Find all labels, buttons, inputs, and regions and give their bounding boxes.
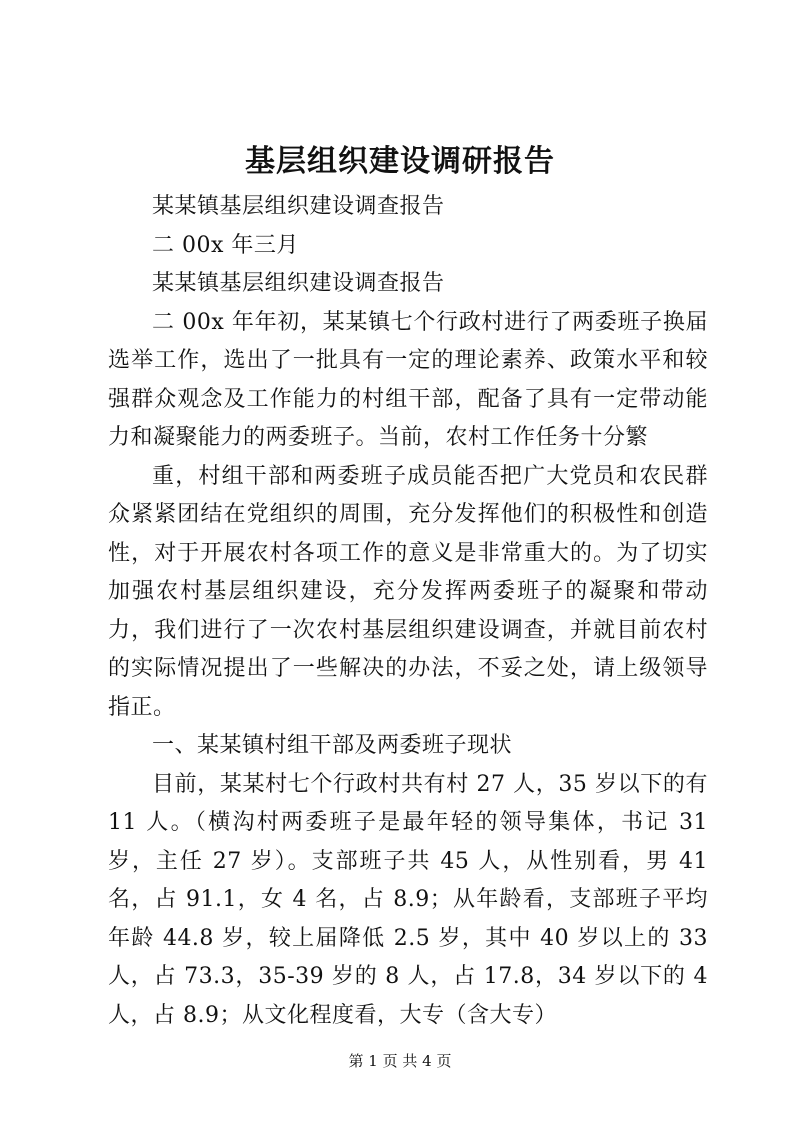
paragraph-body: 目前，某某村七个行政村共有村 27 人，35 岁以下的有 11 人。（横沟村两委班子是最年轻的领导集体，书记 31 岁，主任 27 岁）。支部班子共 45 人，从性别看，男 41 名，占 91.1，女 4 名，占 8.9；从年龄看，支部班子平均年龄 44.8 岁，较上届降低 2.5 岁，其中 40 岁以上的 33 人，占 73.3，35-39 岁的 8 人，占 17.8，34 岁以下的 4 人，占 8.9；从文化程度看，大专（含大专）: [108, 771, 708, 1028]
document-title: 基层组织建设调研报告: [245, 144, 555, 179]
paragraph-date: 二 00x 年三月: [152, 232, 299, 258]
page-footer: 第 1 页 共 4 页: [348, 1052, 452, 1070]
paragraph-report-name: 某某镇基层组织建设调查报告: [152, 271, 445, 296]
paragraph-subtitle: 某某镇基层组织建设调查报告: [152, 194, 445, 219]
paragraph-body: 重，村组干部和两委班子成员能否把广大党员和农民群众紧紧团结在党组织的周围，充分发挥他们的积极性和创造性，对于开展农村各项工作的意义是非常重大的。为了切实加强农村基层组织建设，充分发挥两委班子的凝聚和带动力，我们进行了一次农村基层组织建设调查，并就目前农村的实际情况提出了一些解决的办法，不妥之处，请上级领导指正。: [108, 463, 708, 720]
document-body: [108, 188, 708, 1035]
section-heading: 一、某某镇村组干部及两委班子现状: [152, 733, 513, 758]
paragraph-body: 二 00x 年年初，某某镇七个行政村进行了两委班子换届选举工作，选出了一批具有一定的理论素养、政策水平和较强群众观念及工作能力的村组干部，配备了具有一定带动能力和凝聚能力的两委班子。当前，农村工作任务十分繁: [108, 309, 708, 450]
